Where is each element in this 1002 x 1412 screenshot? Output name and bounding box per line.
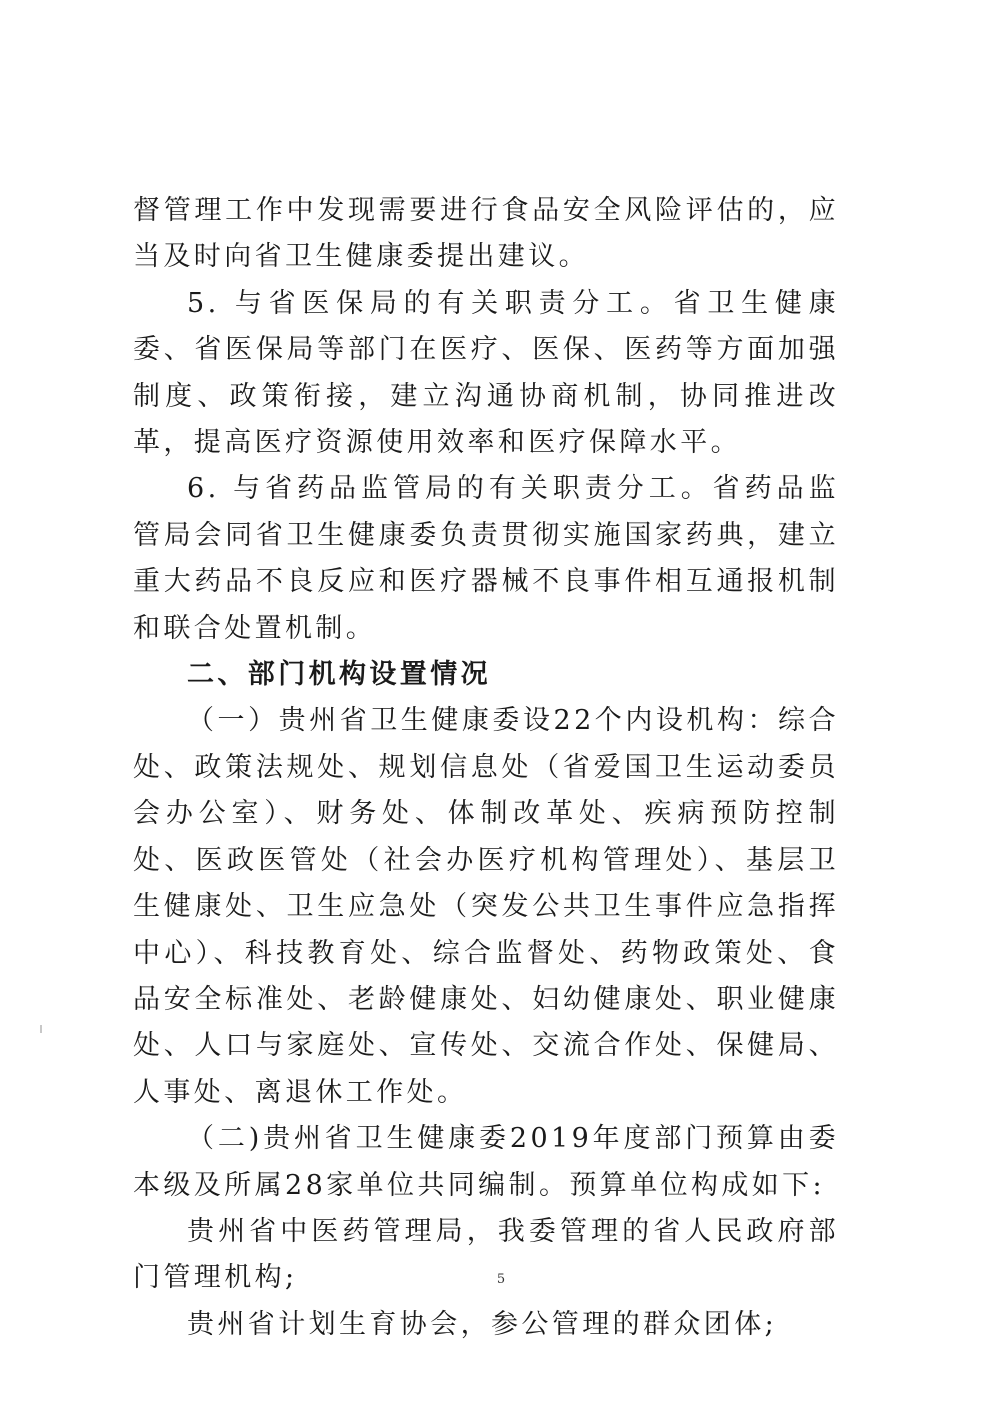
paragraph-food-safety-continuation: 督管理工作中发现需要进行食品安全风险评估的，应当及时向省卫生健康委提出建议。 <box>133 195 839 273</box>
paragraph-tcm-administration: 贵州省中医药管理局，我委管理的省人民政府部门管理机构; <box>133 1215 839 1294</box>
paragraph-drug-regulation-division: 6. 与省药品监管局的有关职责分工。省药品监管局会同省卫生健康委负责贯彻实施国家药典，建立重大药品不良反应和医疗器械不良事件相互通报机制和联合处置机制。 <box>133 473 839 644</box>
paragraph-family-planning-association: 贵州省计划生育协会，参公管理的群众团体; <box>187 1308 778 1340</box>
paragraph-medical-insurance-division: 5. 与省医保局的有关职责分工。省卫生健康委、省医保局等部门在医疗、医保、医药等方面加强制度、政策衔接，建立沟通协商机制，协同推进改革，提高医疗资源使用效率和医疗保障水平。 <box>133 287 839 459</box>
section-heading-department-setup: 二、部门机构设置情况 <box>187 659 491 691</box>
paragraph-internal-institutions: （一）贵州省卫生健康委设22个内设机构：综合处、政策法规处、规划信息处（省爱国卫生运动委员会办公室）、财务处、体制改革处、疾病预防控制处、医政医管处（社会办医疗机构管理处）、基层卫生健康处、卫生应急处（突发公共卫生事件应急指挥中心）、科技教育处、综合监督处、药物政策处、食品安全标准处、老龄健康处、妇幼健康处、职业健康处、人口与家庭处、宣传处、交流合作处、保健局、人事处、离退休工作处。 <box>133 705 839 1108</box>
paragraph-budget-units: （二)贵州省卫生健康委2019年度部门预算由委本级及所属28家单位共同编制。预算单位构成如下: <box>133 1123 839 1201</box>
page-number: 5 <box>496 1272 506 1287</box>
scan-margin-mark <box>40 1025 42 1033</box>
document-body <box>133 188 839 1348</box>
